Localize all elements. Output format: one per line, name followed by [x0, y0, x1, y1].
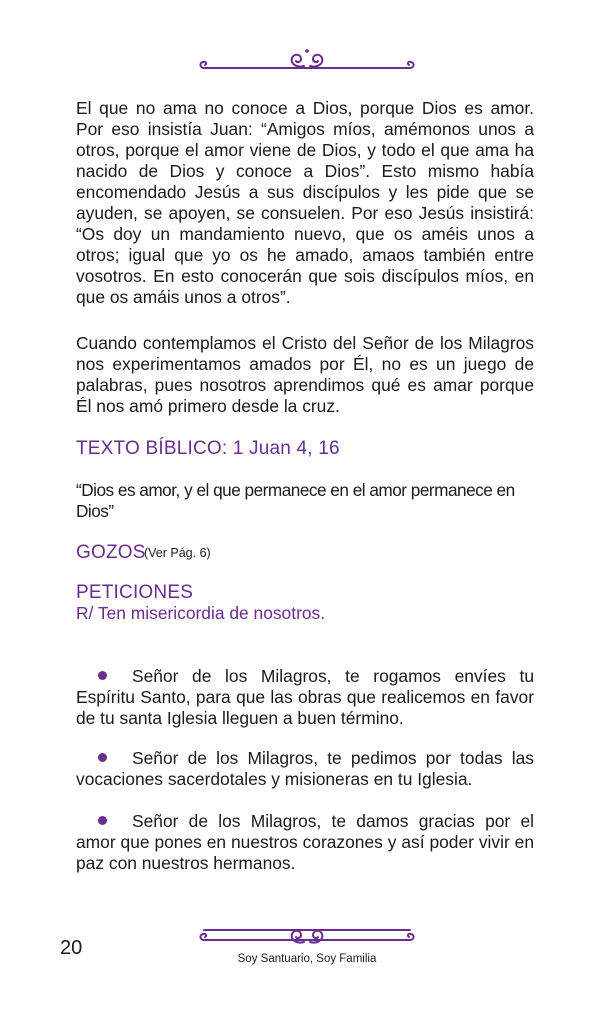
body-paragraph: Cuando contemplamos el Cristo del Señor de los Milagros nos experimentamos amados por Él, no es un juego de palabras, pues nosotros aprendimos qué es amar porque Él nos amó primero desde la cruz.: [76, 333, 534, 416]
petition-text: Señor de los Milagros, te rogamos envíes tu Espíritu Santo, para que las obras que realicemos en favor de tu santa Iglesia lleguen a buen término.: [76, 666, 534, 728]
page-number: 20: [60, 937, 83, 959]
gozos-heading: GOZOS: [76, 542, 146, 563]
gozos-page-reference: (Ver Pág. 6): [144, 546, 211, 560]
bullet-icon: [98, 671, 107, 680]
petition-item: [76, 666, 534, 729]
scroll-ornament-icon: [196, 46, 418, 76]
bullet-icon: [98, 816, 107, 825]
petition-item: [76, 811, 534, 874]
footer-text: Soy Santuario, Soy Familia: [237, 953, 377, 965]
scroll-ornament-icon: [196, 924, 418, 954]
bullet-icon: [98, 753, 107, 762]
bible-quote: “Dios es amor, y el que permanece en el amor permanece en Dios”: [76, 480, 515, 521]
petition-text: Señor de los Milagros, te pedimos por todas las vocaciones sacerdotales y misioneras en tu Iglesia.: [76, 748, 534, 789]
peticiones-heading: PETICIONES: [76, 582, 194, 603]
body-paragraph: El que no ama no conoce a Dios, porque Dios es amor. Por eso insistía Juan: “Amigos míos, amémonos unos a otros, porque el amor viene de Dios, y todo el que ama ha nacido de Dios y conoce a Dios”. Esto mismo había encomendado Jesús a sus discípulos y les pide que se ayuden, se apoyen, se consuelen. Por eso Jesús insistirá: “Os doy un mandamiento nuevo, que os améis unos a otros; igual que yo os he amado, amaos también entre vosotros. En esto conocerán que sois discípulos míos, en que os amáis unos a otros”.: [76, 98, 534, 307]
top-ornament: [196, 46, 418, 76]
texto-biblico-heading: TEXTO BÍBLICO: 1 Juan 4, 16: [76, 438, 340, 459]
petition-text: Señor de los Milagros, te damos gracias por el amor que pones en nuestros corazones y así poder vivir en paz con nuestros hermanos.: [76, 811, 534, 873]
response-line: R/ Ten misericordia de nosotros.: [76, 603, 326, 623]
petition-item: [76, 748, 534, 790]
bottom-ornament: [196, 924, 418, 954]
